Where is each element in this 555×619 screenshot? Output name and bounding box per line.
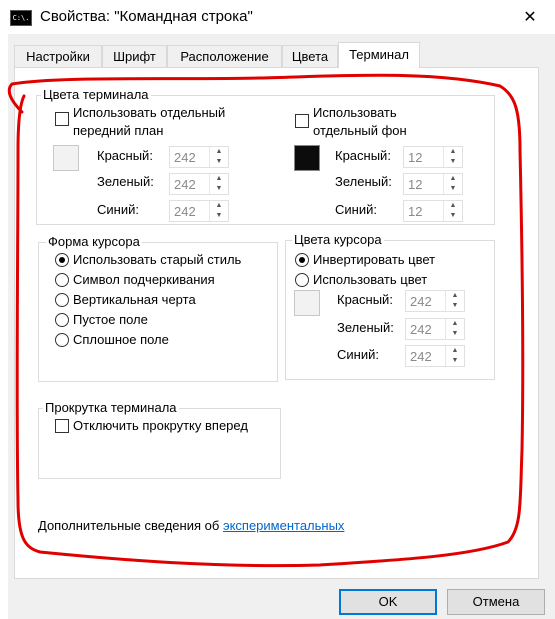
cmd-app-icon: C:\. — [10, 10, 32, 26]
separate-background-checkbox[interactable] — [295, 114, 309, 128]
close-icon: ✕ — [523, 9, 537, 26]
experimental-info-prefix: Дополнительные сведения об — [38, 518, 220, 533]
cursor-use-color-radio[interactable] — [295, 273, 309, 287]
bg-red-label: Красный: — [335, 148, 391, 163]
spin-down-icon[interactable]: ▼ — [215, 212, 223, 219]
cancel-button[interactable]: Отмена — [447, 589, 545, 615]
cursor-red-spinner[interactable] — [405, 290, 465, 312]
spin-up-icon[interactable]: ▲ — [451, 320, 459, 327]
spin-down-icon[interactable]: ▼ — [449, 158, 457, 165]
cursor-empty-box-label: Пустое поле — [73, 312, 148, 327]
fg-green-label: Зеленый: — [97, 174, 154, 189]
cursor-vertical-bar-radio[interactable] — [55, 293, 69, 307]
bg-green-label: Зеленый: — [335, 174, 392, 189]
tab-font[interactable]: Шрифт — [102, 45, 167, 67]
experimental-link[interactable]: экспериментальных — [222, 518, 345, 533]
bg-blue-label: Синий: — [335, 202, 377, 217]
cursor-blue-label: Синий: — [337, 347, 379, 362]
cursor-colors-title: Цвета курсора — [294, 232, 382, 247]
bg-green-spinner[interactable] — [403, 173, 463, 195]
tab-colors[interactable]: Цвета — [282, 45, 338, 67]
spin-up-icon[interactable]: ▲ — [449, 148, 457, 155]
terminal-scrolling-title: Прокрутка терминала — [45, 400, 177, 415]
cursor-blue-value: 242 — [410, 349, 432, 364]
cursor-green-spinner[interactable] — [405, 318, 465, 340]
spin-down-icon[interactable]: ▼ — [215, 185, 223, 192]
bg-green-value: 12 — [408, 177, 423, 192]
separate-foreground-checkbox[interactable] — [55, 112, 69, 126]
tab-settings[interactable]: Настройки — [14, 45, 102, 67]
background-window-strip — [0, 34, 8, 619]
cursor-red-label: Красный: — [337, 292, 393, 307]
tab-terminal[interactable]: Терминал — [338, 42, 420, 68]
close-button[interactable] — [505, 0, 555, 34]
cursor-underscore-radio[interactable] — [55, 273, 69, 287]
spin-up-icon[interactable]: ▲ — [451, 292, 459, 299]
bg-blue-spinner[interactable] — [403, 200, 463, 222]
spin-up-icon[interactable]: ▲ — [215, 202, 223, 209]
fg-blue-value: 242 — [174, 204, 196, 219]
bg-red-value: 12 — [408, 150, 423, 165]
cursor-solid-box-label: Сплошное поле — [73, 332, 169, 347]
fg-red-spinner[interactable] — [169, 146, 229, 168]
cursor-color-swatch — [294, 290, 320, 316]
spin-down-icon[interactable]: ▼ — [451, 330, 459, 337]
fg-red-label: Красный: — [97, 148, 153, 163]
separate-background-label: Использовать отдельный фон — [313, 105, 407, 138]
spin-down-icon[interactable]: ▼ — [449, 185, 457, 192]
fg-red-value: 242 — [174, 150, 196, 165]
cursor-red-value: 242 — [410, 294, 432, 309]
cursor-use-color-label: Использовать цвет — [313, 272, 428, 287]
cursor-vertical-bar-label: Вертикальная черта — [73, 292, 196, 307]
spin-up-icon[interactable]: ▲ — [449, 202, 457, 209]
cursor-shape-title: Форма курсора — [48, 234, 140, 249]
foreground-color-swatch — [53, 145, 79, 171]
spin-up-icon[interactable]: ▲ — [451, 347, 459, 354]
cursor-legacy-radio[interactable] — [55, 253, 69, 267]
spin-down-icon[interactable]: ▼ — [449, 212, 457, 219]
cursor-empty-box-radio[interactable] — [55, 313, 69, 327]
spin-down-icon[interactable]: ▼ — [451, 357, 459, 364]
fg-blue-label: Синий: — [97, 202, 139, 217]
cursor-invert-color-label: Инвертировать цвет — [313, 252, 436, 267]
fg-green-spinner[interactable] — [169, 173, 229, 195]
disable-scroll-forward-label: Отключить прокрутку вперед — [73, 418, 248, 433]
cursor-underscore-label: Символ подчеркивания — [73, 272, 215, 287]
cursor-invert-color-radio[interactable] — [295, 253, 309, 267]
spin-down-icon[interactable]: ▼ — [451, 302, 459, 309]
cursor-blue-spinner[interactable] — [405, 345, 465, 367]
fg-green-value: 242 — [174, 177, 196, 192]
bg-red-spinner[interactable] — [403, 146, 463, 168]
fg-blue-spinner[interactable] — [169, 200, 229, 222]
ok-button[interactable]: OK — [339, 589, 437, 615]
terminal-colors-title: Цвета терминала — [43, 87, 149, 102]
disable-scroll-forward-checkbox[interactable] — [55, 419, 69, 433]
cursor-legacy-label: Использовать старый стиль — [73, 252, 242, 267]
window-title: Свойства: "Командная строка" — [40, 8, 253, 25]
background-color-swatch — [294, 145, 320, 171]
bg-blue-value: 12 — [408, 204, 423, 219]
separate-foreground-label: Использовать отдельный передний план — [73, 105, 226, 138]
spin-up-icon[interactable]: ▲ — [449, 175, 457, 182]
cursor-green-label: Зеленый: — [337, 320, 394, 335]
cursor-green-value: 242 — [410, 322, 432, 337]
tab-layout[interactable]: Расположение — [167, 45, 282, 67]
experimental-info-text — [38, 518, 344, 533]
spin-down-icon[interactable]: ▼ — [215, 158, 223, 165]
title-bar — [0, 0, 555, 34]
spin-up-icon[interactable]: ▲ — [215, 175, 223, 182]
spin-up-icon[interactable]: ▲ — [215, 148, 223, 155]
cursor-solid-box-radio[interactable] — [55, 333, 69, 347]
